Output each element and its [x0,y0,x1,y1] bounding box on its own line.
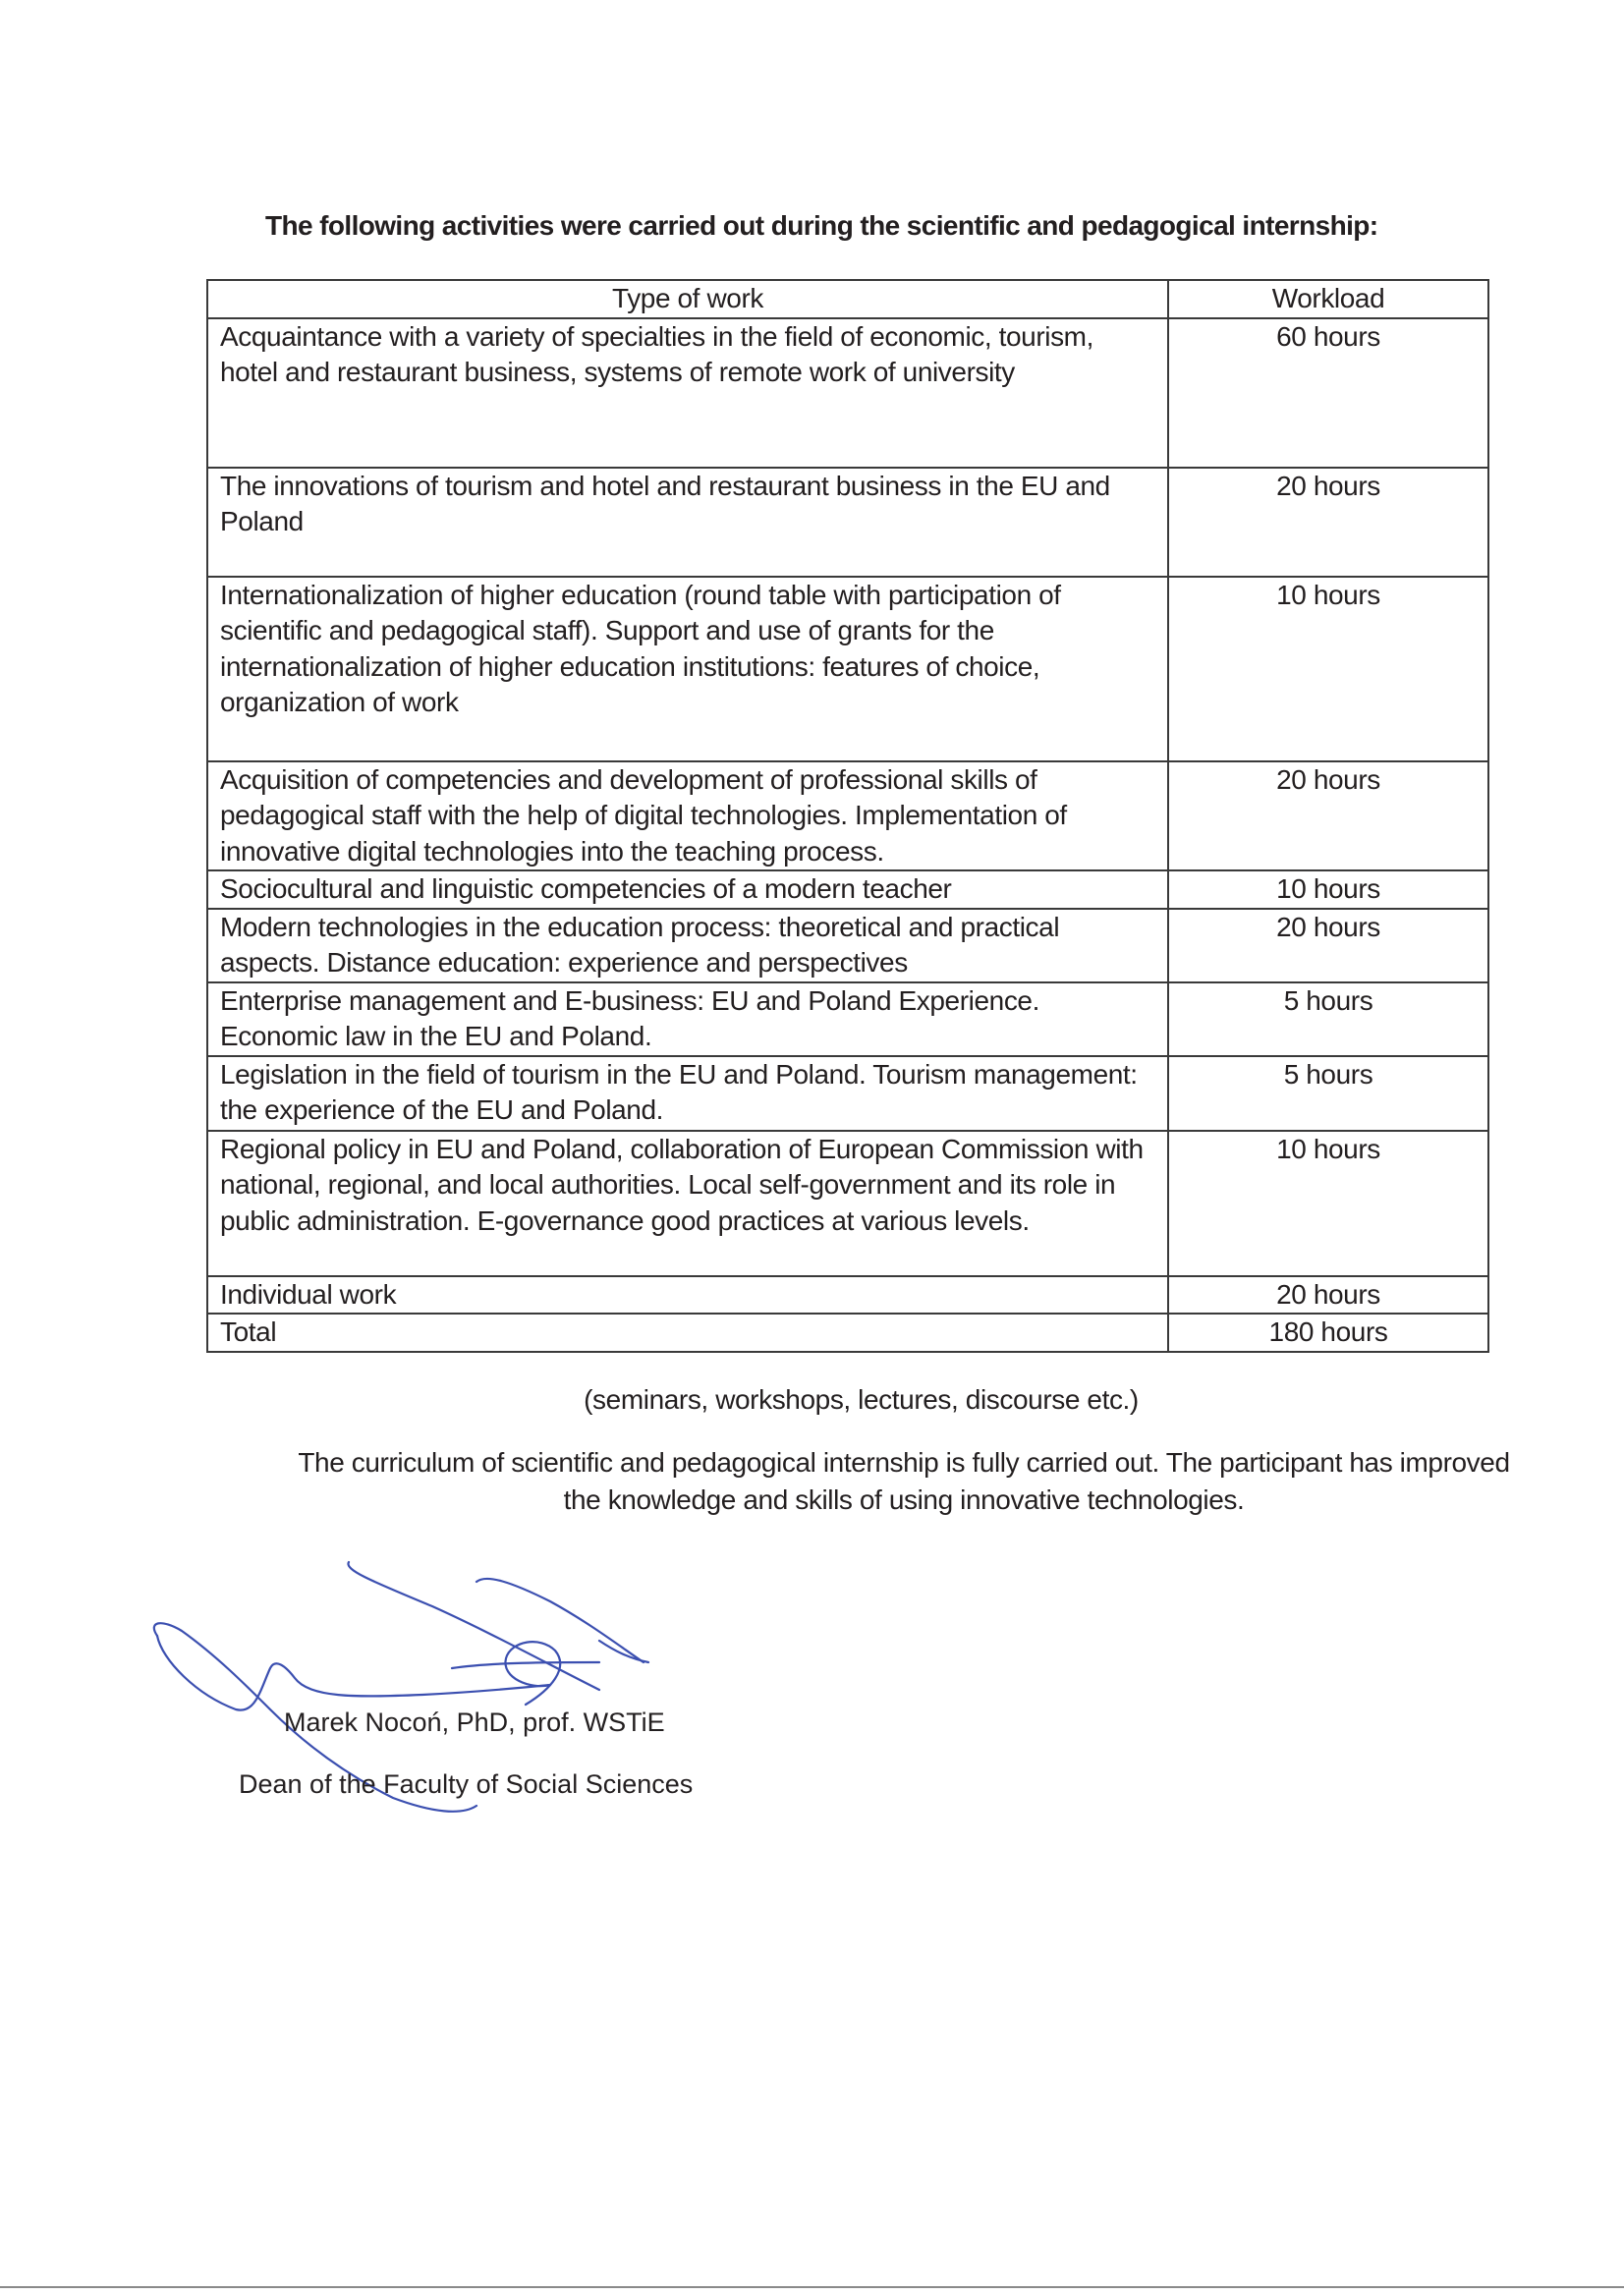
signature-stroke [157,1636,550,1710]
workload-cell: 20 hours [1168,761,1488,871]
table-row [207,1056,1488,1131]
work-type-cell: Acquaintance with a variety of specialties in the field of economic, tourism, hotel and restaurant business, systems of remote work of university [207,318,1168,468]
workload-cell: 20 hours [1168,1276,1488,1315]
signature-stroke [505,1642,560,1705]
total-label-cell: Total [207,1314,1168,1352]
table-header-row [207,280,1488,318]
conclusion-text: The curriculum of scientific and pedagogical internship is fully carried out. The participant has improved the knowledge and skills of using innovative technologies. [298,1447,1510,1515]
table-row [207,1131,1488,1276]
work-type-cell: Regional policy in EU and Poland, collaboration of European Commission with national, regional, and local authorities. Local self-government and its role in public administration. E-governance good practices at various levels. [207,1131,1168,1276]
signature-stroke [476,1579,644,1662]
workload-cell: 10 hours [1168,577,1488,761]
table-row [207,909,1488,982]
workload-cell: 10 hours [1168,1131,1488,1276]
workload-cell: 20 hours [1168,468,1488,577]
signature-stroke [452,1662,599,1668]
workload-cell: 20 hours [1168,909,1488,982]
workload-cell: 5 hours [1168,982,1488,1056]
workload-cell: 60 hours [1168,318,1488,468]
page-heading: The following activities were carried out during the scientific and pedagogical internship: [265,210,1378,241]
table-row [207,1276,1488,1315]
table-row [207,761,1488,871]
page-bottom-divider [0,2286,1624,2288]
activities-note: (seminars, workshops, lectures, discourse etc.) [584,1384,1139,1415]
work-type-cell: Acquisition of competencies and development of professional skills of pedagogical staff with the help of digital technologies. Implementation of innovative digital technologies into the teaching process. [207,761,1168,871]
table-row [207,870,1488,909]
table-row [207,577,1488,761]
column-header-workload: Workload [1168,280,1488,318]
work-type-cell: Individual work [207,1276,1168,1315]
signature-stroke [599,1641,648,1662]
signature-stroke [348,1562,599,1690]
work-type-cell: Internationalization of higher education (round table with participation of scientific and pedagogical staff). Support and use of grants for the internationalization of higher education institutions: features of choice, organization of work [207,577,1168,761]
work-type-cell: The innovations of tourism and hotel and restaurant business in the EU and Poland [207,468,1168,577]
table-row [207,982,1488,1056]
signatory-name: Marek Nocoń, PhD, prof. WSTiE [284,1707,665,1737]
total-workload-cell: 180 hours [1168,1314,1488,1352]
table-row-total [207,1314,1488,1352]
work-type-cell: Modern technologies in the education process: theoretical and practical aspects. Distance education: experience and perspectives [207,909,1168,982]
table-row [207,468,1488,577]
signatory-title: Dean of the Faculty of Social Sciences [239,1769,694,1799]
workload-cell: 5 hours [1168,1056,1488,1131]
workload-cell: 10 hours [1168,870,1488,909]
work-type-cell: Enterprise management and E-business: EU and Poland Experience. Economic law in the EU and Poland. [207,982,1168,1056]
work-type-cell: Sociocultural and linguistic competencies of a modern teacher [207,870,1168,909]
activities-table [206,279,1489,1353]
work-type-cell: Legislation in the field of tourism in the EU and Poland. Tourism management: the experience of the EU and Poland. [207,1056,1168,1131]
column-header-type: Type of work [207,280,1168,318]
table-row [207,318,1488,468]
